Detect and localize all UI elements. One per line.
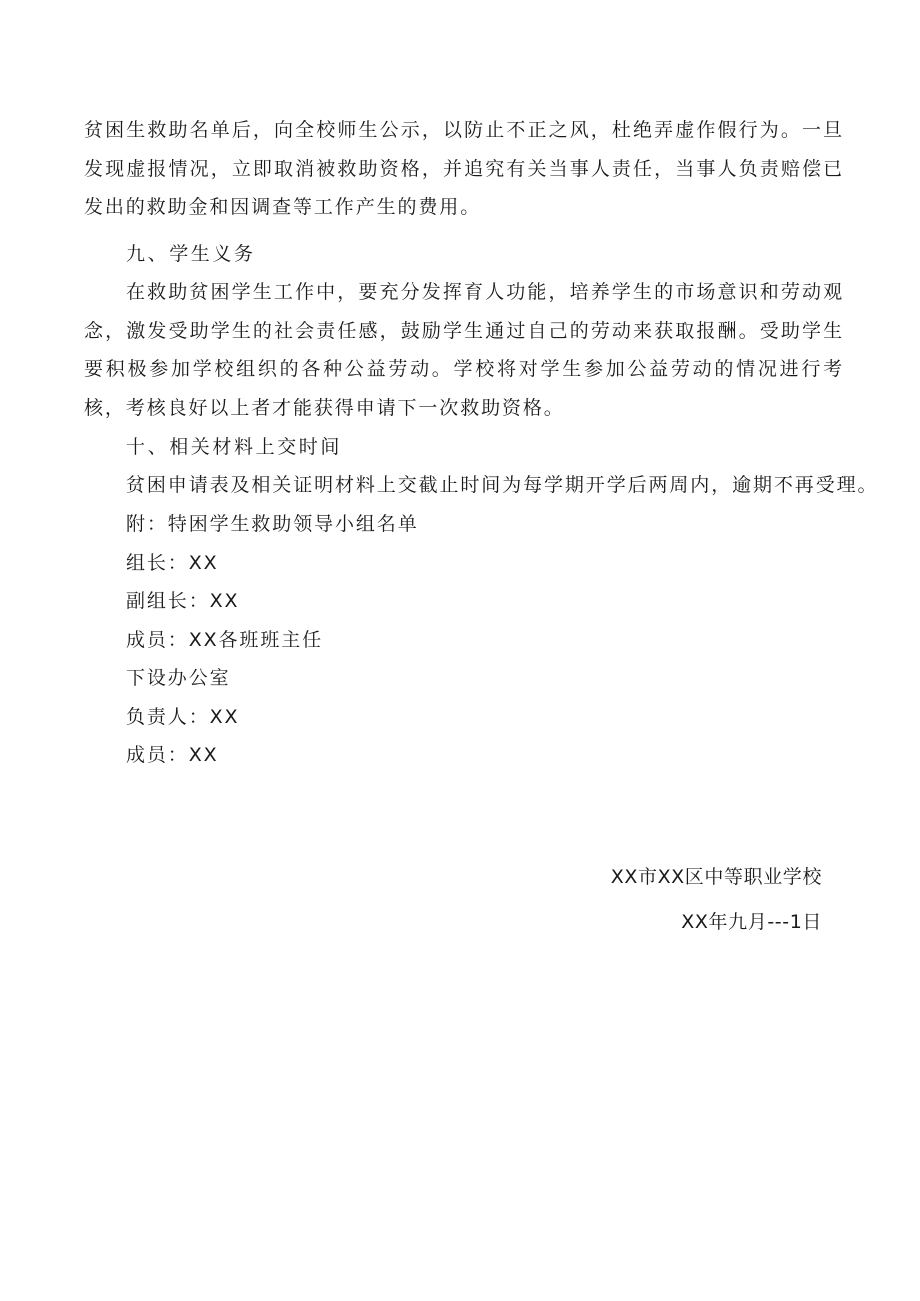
signature-date: XX年九月---1日 [681, 911, 822, 933]
appendix-office-members: 成员：XX [126, 744, 219, 766]
appendix-leader: 组长：XX [126, 552, 219, 574]
appendix-vice-leader: 副组长：XX [126, 590, 240, 612]
appendix-members: 成员：XX各班班主任 [126, 629, 324, 651]
paragraph-submission-time: 贫困申请表及相关证明材料上交截止时间为每学期开学后两周内，逾期不再受理。 [126, 474, 879, 496]
paragraph-publicity: 贫困生救助名单后，向全校师生公示，以防止不正之风，杜绝弄虚作假行为。一旦发现虚报情况，立即取消被救助资格，并追究有关当事人责任，当事人负责赔偿已发出的救助金和因调查等工作产生的费用。 [84, 119, 844, 218]
appendix-title: 附：特困学生救助领导小组名单 [126, 513, 419, 535]
appendix-office: 下设办公室 [126, 667, 231, 689]
appendix-office-head: 负责人：XX [126, 706, 240, 728]
signature-organization: XX市XX区中等职业学校 [610, 866, 822, 888]
section-heading-student-obligations: 九、学生义务 [126, 243, 256, 265]
section-heading-submission-time: 十、相关材料上交时间 [126, 436, 343, 458]
paragraph-student-obligations: 在救助贫困学生工作中，要充分发挥育人功能，培养学生的市场意识和劳动观念，激发受助学生的社会责任感，鼓励学生通过自己的劳动来获取报酬。受助学生要积极参加学校组织的各种公益劳动。学校将对学生参加公益劳动的情况进行考核，考核良好以上者才能获得申请下一次救助资格。 [84, 281, 844, 419]
